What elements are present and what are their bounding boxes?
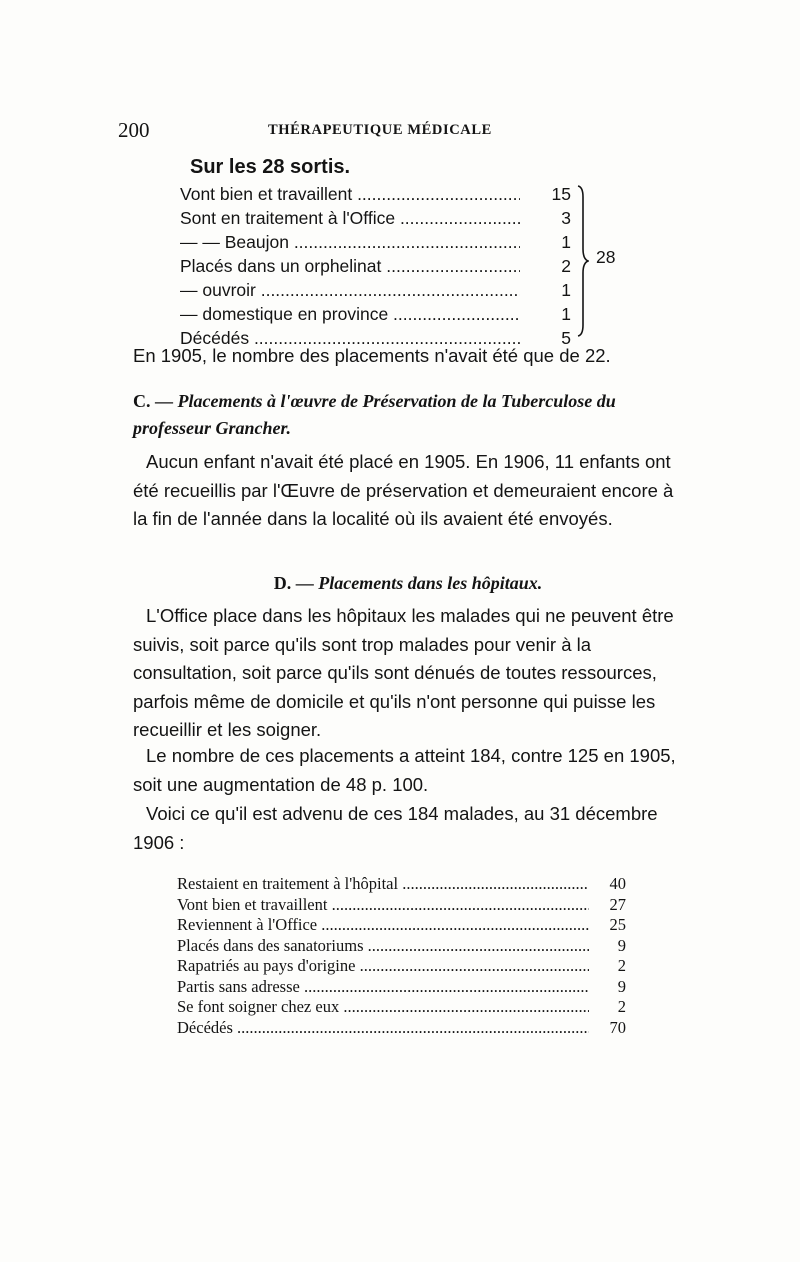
table2-row bbox=[0, 997, 800, 1019]
table2-row-value: 9 bbox=[617, 935, 626, 955]
table2-row bbox=[0, 936, 800, 958]
table1-row bbox=[0, 280, 800, 304]
table2-row-value: 27 bbox=[609, 894, 626, 914]
table2-row bbox=[0, 956, 800, 978]
table1-title: Sur les 28 sortis. bbox=[190, 156, 351, 178]
table2-row-value: 25 bbox=[609, 915, 626, 934]
table1-row-value: 1 bbox=[561, 232, 571, 252]
table2-row-value: 40 bbox=[609, 874, 626, 893]
table1-total: 28 bbox=[596, 247, 616, 267]
running-title: THÉRAPEUTIQUE MÉDICALE bbox=[268, 122, 492, 138]
table1-row-value: 3 bbox=[561, 208, 571, 228]
table1-row-label: — domestique en province bbox=[180, 304, 389, 324]
table2-row bbox=[0, 1018, 800, 1040]
table1-row-label: Sont en traitement à l'Office bbox=[180, 208, 396, 228]
table2-row-label: Restaient en traitement à l'hôpital bbox=[177, 874, 399, 893]
table2-row-label: Vont bien et travaillent bbox=[177, 894, 328, 914]
table2-row-value: 70 bbox=[609, 1017, 626, 1037]
table2-row bbox=[0, 977, 800, 999]
table2-row-value: 2 bbox=[617, 997, 626, 1016]
table2-row bbox=[0, 874, 800, 896]
table2-row-label: Rapatriés au pays d'origine bbox=[177, 956, 356, 975]
paragraph: Voici ce qu'il est advenu de ces 184 malades, au 31 décembre 1906 : bbox=[133, 803, 658, 853]
paragraph: Aucun enfant n'avait été placé en 1905. En 1906, 11 enfants ont été recueillis par l'Œuvre de préservation et demeuraient encore à la fin de l'année dans la localité où ils avaient été envoyés. bbox=[133, 451, 674, 529]
table1-row-value: 1 bbox=[561, 304, 571, 324]
table1-row-label: Décédés bbox=[180, 328, 250, 348]
curly-brace-icon bbox=[577, 185, 589, 337]
section-letter: C. — bbox=[133, 391, 173, 411]
section-title: Placements dans les hôpitaux. bbox=[318, 573, 543, 593]
table2-row-value: 9 bbox=[617, 976, 626, 996]
table1-row-label: Placés dans un orphelinat bbox=[180, 256, 382, 276]
table1-row-value: 1 bbox=[561, 280, 571, 300]
table2-row-label: Reviennent à l'Office bbox=[177, 915, 318, 934]
table2-row-label: Placés dans des sanatoriums bbox=[177, 935, 364, 955]
table1-row bbox=[0, 208, 800, 232]
table1-row-label: — — Beaujon bbox=[180, 232, 289, 252]
table1-row-value: 2 bbox=[561, 256, 571, 276]
table1-row bbox=[0, 184, 800, 208]
paragraph: Le nombre de ces placements a atteint 184, contre 125 en 1905, soit une augmentation de 48 p. 100. bbox=[133, 745, 676, 795]
table1-row bbox=[0, 256, 800, 280]
table1-row-value: 15 bbox=[551, 184, 571, 204]
section-heading-c bbox=[133, 388, 683, 442]
table1-row bbox=[0, 232, 800, 256]
table2-row-label: Partis sans adresse bbox=[177, 976, 300, 996]
paragraph: L'Office place dans les hôpitaux les malades qui ne peuvent être suivis, soit parce qu'ils sont trop malades pour venir à la consultation, soit parce qu'ils sont dénués de toutes ressources, parfois même de domicile et qu'ils n'ont personne qui puisse les recueillir et les soigner. bbox=[133, 605, 674, 740]
table1-row-label: Vont bien et travaillent bbox=[180, 184, 353, 204]
section-heading-d bbox=[133, 570, 683, 597]
table2-row bbox=[0, 895, 800, 917]
page-header bbox=[118, 118, 678, 142]
table2-row bbox=[0, 915, 800, 937]
table2-row-label: Décédés bbox=[177, 1017, 233, 1037]
section-title: Placements à l'œuvre de Préservation de la Tuberculose du professeur Grancher. bbox=[133, 391, 616, 438]
table2-row-label: Se font soigner chez eux bbox=[177, 997, 340, 1016]
table2-row-value: 2 bbox=[617, 956, 626, 975]
section-letter: D. — bbox=[273, 573, 314, 593]
table1-row-label: — ouvroir bbox=[180, 280, 256, 300]
table1-row-value: 5 bbox=[561, 328, 571, 348]
page-number: 200 bbox=[118, 118, 150, 142]
paragraph: En 1905, le nombre des placements n'avait été que de 22. bbox=[133, 345, 611, 366]
table1-row bbox=[0, 304, 800, 328]
